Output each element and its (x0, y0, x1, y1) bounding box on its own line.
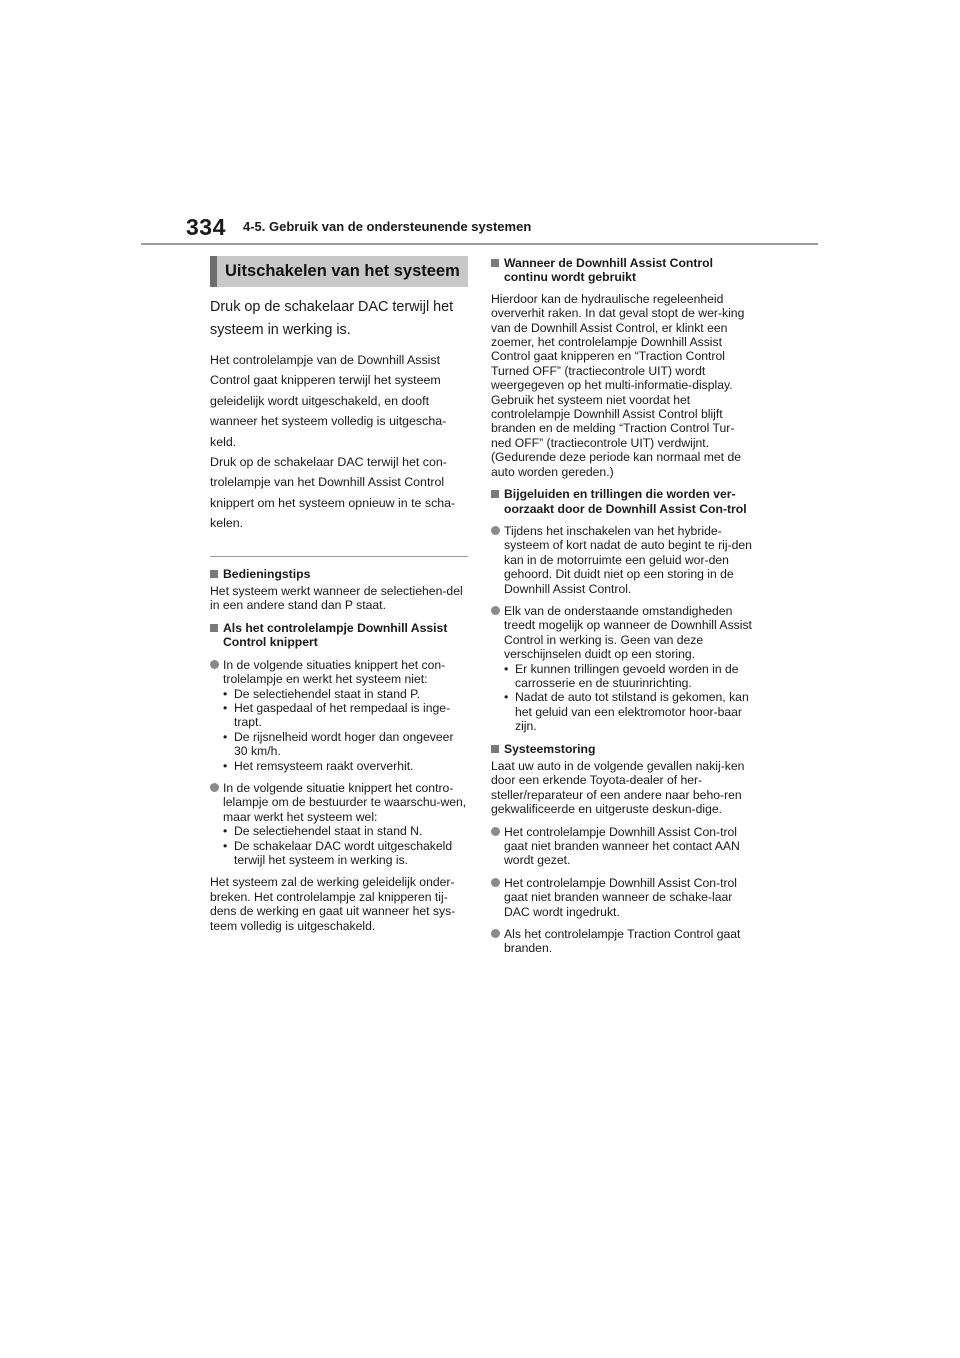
square-bullet-icon (491, 490, 499, 498)
circle-bullet-icon (491, 526, 500, 535)
list-item: • Er kunnen trillingen gevoeld worden in de carrosserie en de stuurinrichting. (504, 661, 739, 690)
circle-bullet-icon (491, 827, 500, 836)
list-item: • Nadat de auto tot stilstand is gekomen, kan het geluid van een elektromotor hoor-baar zijn. (504, 690, 749, 734)
subheading-continuous-use: Wanneer de Downhill Assist Control continu wordt gebruikt (491, 256, 753, 285)
dot-list (223, 824, 468, 867)
closing-text: Het systeem zal de werking geleidelijk onder-breken. Het controlelampje zal knipperen tij-dens de werking en gaat uit wanneer het sys-teem volledig is uitgeschakeld. (210, 875, 456, 933)
section-title: 4-5. Gebruik van de ondersteunende systemen (243, 219, 532, 234)
list-item: • De selectiehendel staat in stand P. (223, 686, 421, 701)
circle-bullet-icon (491, 878, 500, 887)
subheading-noise: Bijgeluiden en trillingen die worden ver-oorzaakt door de Downhill Assist Con-trol (491, 487, 753, 516)
bullet-text: Het controlelampje Downhill Assist Con-trol gaat niet branden wanneer het contact AAN wordt gezet. (504, 824, 740, 868)
circle-bullet-icon (210, 783, 219, 792)
circle-bullet-icon (491, 929, 500, 938)
bullet-text: Tijdens het inschakelen van het hybride-systeem of kort nadat de auto begint te rij-den kan in de motorruimte een geluid wor-den gehoord. Dit duidt niet op een storing in de Downhill Assist Control. (504, 523, 752, 596)
square-bullet-icon (491, 259, 499, 267)
dot-list (504, 662, 753, 734)
subheading-system-fault: Systeemstoring (491, 742, 753, 756)
circle-bullet-icon (491, 606, 500, 615)
bullet-text: Het controlelampje Downhill Assist Con-trol gaat niet branden wanneer de schake-laar DAC wordt ingedrukt. (504, 875, 738, 919)
bullet-item (491, 927, 753, 956)
circle-bullet-icon (210, 660, 219, 669)
square-bullet-icon (210, 570, 218, 578)
left-column (210, 256, 468, 933)
square-bullet-icon (491, 745, 499, 753)
bullet-text: Als het controlelampje Traction Control gaat branden. (504, 927, 741, 956)
subheading-blink: Als het controlelampje Downhill Assist Control knippert (210, 621, 468, 650)
dot-list (223, 687, 468, 773)
bullet-item (210, 781, 468, 867)
right-column (491, 256, 753, 956)
system-fault-text: Laat uw auto in de volgende gevallen nakij-ken door een erkende Toyota-dealer of her-steller/reparateur of een andere naar beho-ren gekwalificeerde en uitgeruste deskun-dige. (491, 759, 745, 817)
page-number: 334 (186, 214, 226, 240)
bullet-text: Elk van de onderstaande omstandigheden treedt mogelijk op wanneer de Downhill Assist Control in werking is. Geen van deze verschijnselen duidt op een storing. (504, 603, 752, 662)
bullet-item (491, 876, 753, 919)
list-item: • Het gaspedaal of het rempedaal is inge-trapt. (223, 700, 451, 730)
body-paragraph: Druk op de schakelaar DAC terwijl het con-trolelampje van het Downhill Assist Control knippert om het systeem opnieuw in te scha-kelen. (210, 455, 456, 531)
header-divider (141, 243, 818, 245)
continuous-use-text: Hierdoor kan de hydraulische regeleenheid oververhit raken. In dat geval stopt de wer-king van de Downhill Assist Control, er klinkt een zoemer, het controlelampje Downhill Assist Control gaat knipperen en “Traction Control Turned OFF” (tractiecontrole UIT) wordt weergegeven op het multi-informatie-display. Gebruik het systeem niet voordat het controlelampje Downhill Assist Control blijft branden en de melding “Traction Control Tur-ned OFF” (tractiecontrole UIT) verdwijnt. (Gedurende deze periode kan normaal met de auto worden gereden.) (491, 291, 745, 479)
bullet-item (210, 658, 468, 773)
bullet-item (491, 604, 753, 734)
bullet-item (491, 825, 753, 868)
bullet-text: In de volgende situaties knippert het con-trolelampje en werkt het systeem niet: (223, 657, 446, 687)
section-heading: Uitschakelen van het systeem (210, 256, 468, 287)
subheading-tips: Bedieningstips (210, 567, 468, 581)
square-bullet-icon (210, 624, 218, 632)
list-item: • De selectiehendel staat in stand N. (223, 824, 423, 839)
bullet-text: In de volgende situatie knippert het contro-lelampje om de bestuurder te waarschu-wen, maar werkt het systeem wel: (223, 780, 467, 824)
bullet-item (491, 524, 753, 596)
body-text (210, 350, 468, 534)
list-item: • Het remsysteem raakt oververhit. (223, 758, 414, 773)
body-paragraph: Het controlelampje van de Downhill Assist Control gaat knipperen terwijl het systeem geleidelijk wordt uitgeschakeld, en dooft wanneer het systeem volledig is uitgescha-keld. (210, 353, 447, 449)
divider (210, 556, 468, 557)
list-item: • De rijsnelheid wordt hoger dan ongeveer 30 km/h. (223, 729, 454, 759)
lead-instruction: Druk op de schakelaar DAC terwijl het systeem in werking is. (210, 299, 454, 338)
list-item: • De schakelaar DAC wordt uitgeschakeld terwijl het systeem in werking is. (223, 838, 453, 867)
tips-text: Het systeem werkt wanneer de selectiehen-del in een andere stand dan P staat. (210, 584, 463, 613)
